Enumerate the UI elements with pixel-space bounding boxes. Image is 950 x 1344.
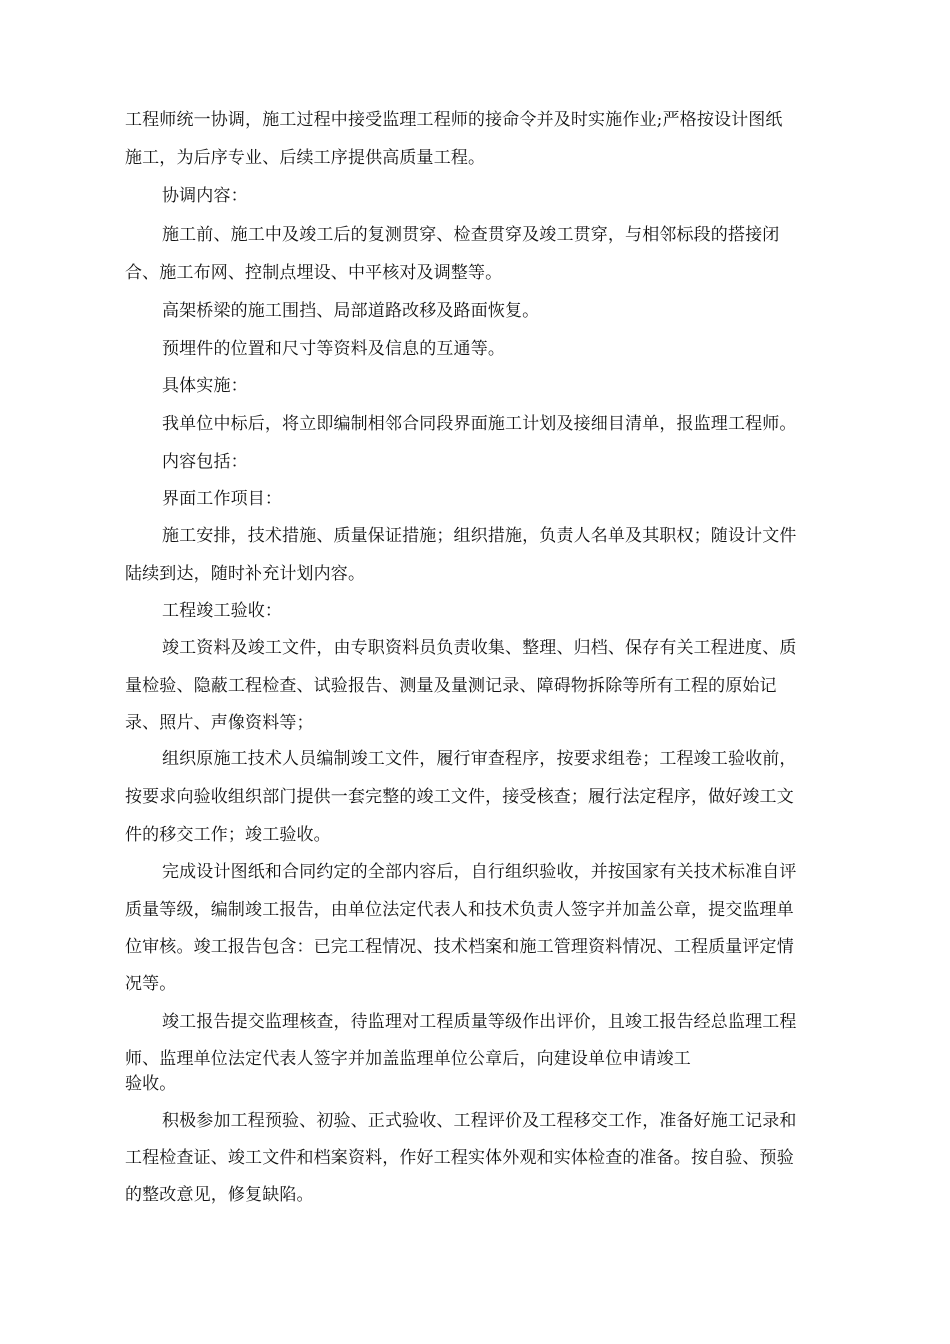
text-line: 合、施工布网、控制点埋设、中平核对及调整等。 (125, 263, 503, 283)
text-line: 界面工作项目： (162, 489, 283, 509)
text-line: 工程检查证、竣工文件和档案资料，作好工程实体外观和实体检查的准备。按自验、预验 (125, 1148, 794, 1168)
text-line: 完成设计图纸和合同约定的全部内容后，自行组织验收，并按国家有关技术标准自评 (162, 862, 797, 882)
text-line: 位审核。竣工报告包含：已完工程情况、技术档案和施工管理资料情况、工程质量评定情 (125, 937, 794, 957)
text-line: 验收。 (125, 1074, 177, 1094)
text-line: 预埋件的位置和尺寸等资料及信息的互通等。 (162, 339, 505, 359)
text-line: 组织原施工技术人员编制竣工文件，履行审查程序，按要求组卷；工程竣工验收前， (162, 749, 797, 769)
text-line: 况等。 (125, 974, 177, 994)
text-line: 内容包括： (162, 452, 248, 472)
text-line: 陆续到达，随时补充计划内容。 (125, 564, 366, 584)
text-line: 工程竣工验收： (162, 601, 283, 621)
text-line: 的整改意见，修复缺陷。 (125, 1185, 314, 1205)
text-line: 工程师统一协调，施工过程中接受监理工程师的接命令并及时实施作业;严格按设计图纸 (125, 110, 783, 130)
text-line: 具体实施： (162, 376, 248, 396)
text-line: 施工安排，技术措施、质量保证措施；组织措施，负责人名单及其职权；随设计文件 (162, 526, 797, 546)
text-line: 积极参加工程预验、初验、正式验收、工程评价及工程移交工作，准备好施工记录和 (162, 1111, 797, 1131)
text-line: 高架桥梁的施工围挡、局部道路改移及路面恢复。 (162, 301, 540, 321)
text-line: 施工前、施工中及竣工后的复测贯穿、检查贯穿及竣工贯穿，与相邻标段的搭接闭 (162, 225, 780, 245)
text-line: 录、照片、声像资料等； (125, 713, 314, 733)
text-line: 竣工报告提交监理核查，待监理对工程质量等级作出评价，且竣工报告经总监理工程 (162, 1012, 797, 1032)
text-line: 按要求向验收组织部门提供一套完整的竣工文件，接受核查；履行法定程序，做好竣工文 (125, 787, 794, 807)
text-line: 我单位中标后，将立即编制相邻合同段界面施工计划及接细目清单，报监理工程师。 (162, 414, 797, 434)
text-line: 件的移交工作；竣工验收。 (125, 825, 331, 845)
text-line: 量检验、隐蔽工程检查、试验报告、测量及量测记录、障碍物拆除等所有工程的原始记 (125, 676, 777, 696)
text-line: 质量等级，编制竣工报告，由单位法定代表人和技术负责人签字并加盖公章，提交监理单 (125, 900, 794, 920)
text-line: 协调内容： (162, 186, 248, 206)
text-line: 施工，为后序专业、后续工序提供高质量工程。 (125, 148, 486, 168)
text-line: 师、监理单位法定代表人签字并加盖监理单位公章后，向建设单位申请竣工 (125, 1049, 691, 1069)
text-line: 竣工资料及竣工文件，由专职资料员负责收集、整理、归档、保存有关工程进度、质 (162, 638, 797, 658)
